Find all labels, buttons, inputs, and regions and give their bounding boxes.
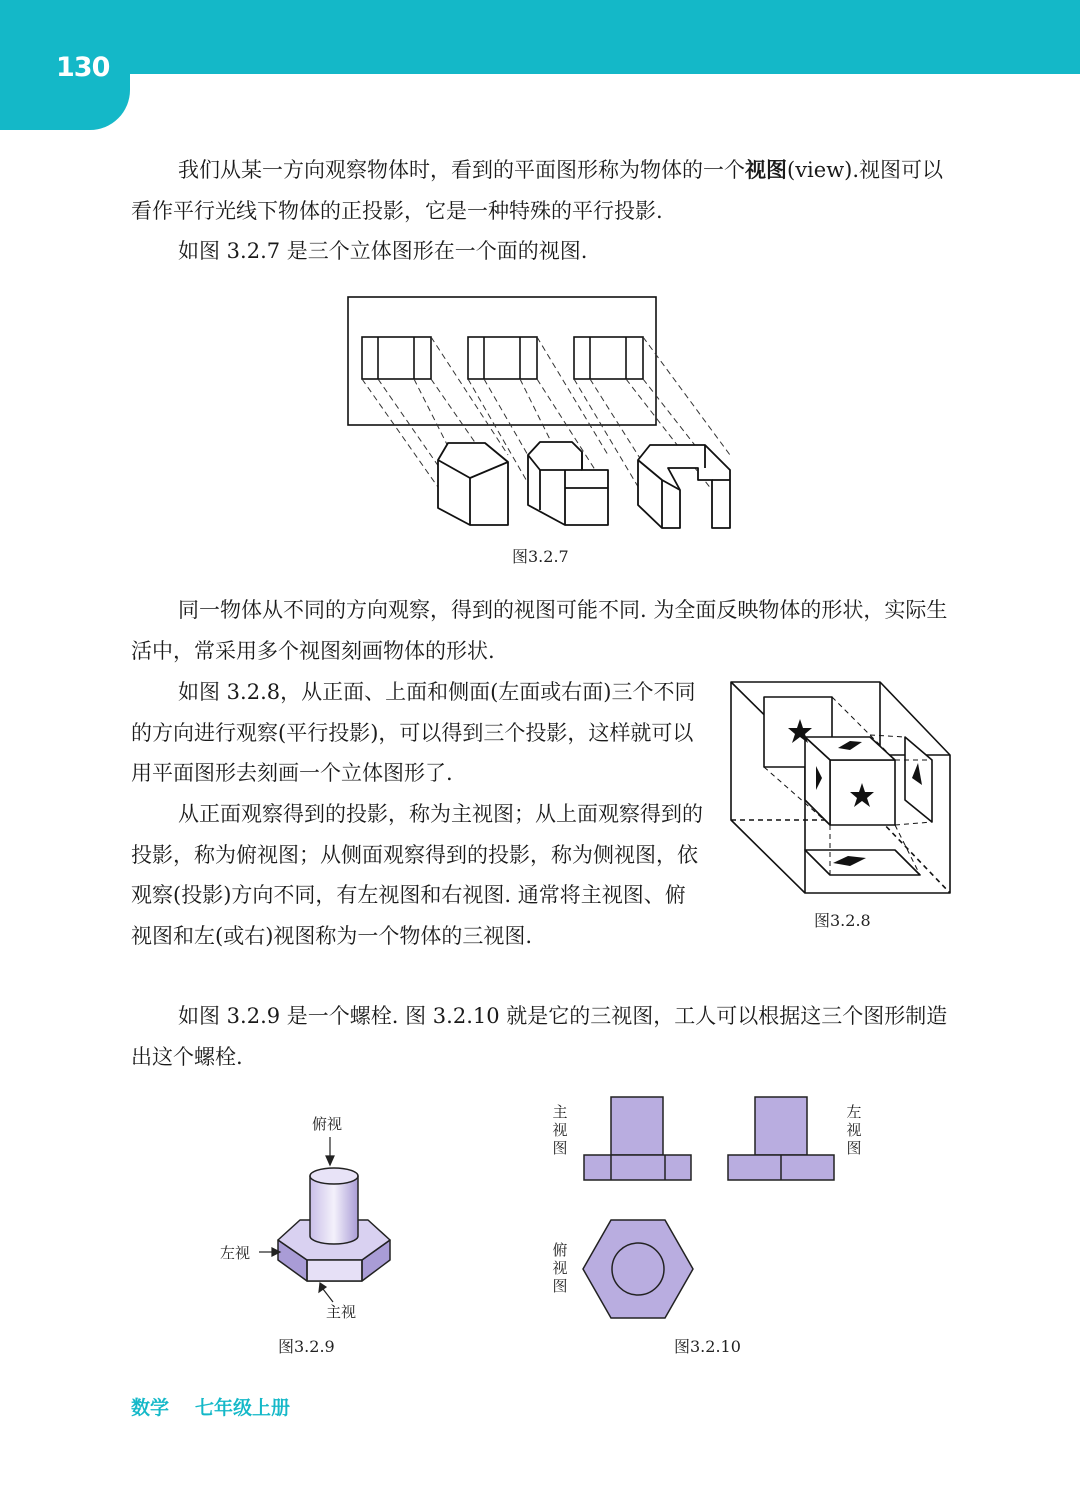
footer-subject: 数学	[131, 1397, 170, 1419]
paragraph-three-views-definition: 从正面观察得到的投影，称为主视图；从上面观察得到的投影，称为俯视图；从侧面观察得到的投影，称为侧视图，依观察(投影)方向不同，有左视图和右视图. 通常将主视图、俯视图和左(或右)视图称为一个物体的三视图.	[131, 802, 703, 948]
caption-figure-3-2-9: 图3.2.9	[278, 1337, 335, 1356]
page-number: 130	[56, 52, 110, 83]
label-front-view-vertical: 主视图	[552, 1103, 568, 1157]
bolt-hex-front	[307, 1260, 362, 1281]
paragraph-text: 我们从某一方向观察物体时，看到的平面图形称为物体的一个	[178, 158, 745, 182]
header-band	[0, 0, 1080, 74]
projection-plane	[348, 297, 656, 425]
bolt-cylinder-top	[310, 1168, 358, 1184]
label-top-view-vertical: 俯视图	[552, 1241, 568, 1295]
paragraph-text: (view).视图可以看作平行光线下物体的正投影，它是一种特殊的平行投影.	[131, 158, 944, 223]
paragraph-fig327-intro: 如图 3.2.7 是三个立体图形在一个面的视图.	[178, 239, 588, 263]
paragraph-bolt: 如图 3.2.9 是一个螺栓. 图 3.2.10 就是它的三视图，工人可以根据这三个图形制造出这个螺栓.	[131, 1004, 948, 1069]
term-view: 视图	[745, 157, 787, 182]
figure-3-2-8	[725, 675, 960, 900]
left-view-drawing	[728, 1097, 834, 1180]
label-left-view: 左视	[220, 1244, 251, 1262]
label-front-view: 主视	[326, 1303, 357, 1321]
caption-figure-3-2-7: 图3.2.7	[512, 547, 569, 566]
footer	[131, 1393, 316, 1420]
figure-3-2-9	[210, 1105, 410, 1325]
label-left-view-vertical: 左视图	[846, 1103, 862, 1157]
solid-prism	[438, 443, 508, 525]
figure-3-2-7	[340, 290, 740, 540]
solid-u-block	[638, 445, 730, 528]
caption-figure-3-2-10: 图3.2.10	[674, 1337, 741, 1356]
paragraph-multiple-views: 同一物体从不同的方向观察，得到的视图可能不同. 为全面反映物体的形状，实际生活中，常采用多个视图刻画物体的形状.	[131, 598, 948, 663]
top-view-drawing	[583, 1220, 693, 1318]
paragraph-fig328-intro: 如图 3.2.8，从正面、上面和侧面(左面或右面)三个不同的方向进行观察(平行投影)，可以得到三个投影，这样就可以用平面图形去刻画一个立体图形了.	[131, 680, 696, 785]
paragraph-view-definition	[131, 150, 951, 231]
footer-grade: 七年级上册	[195, 1397, 291, 1419]
solid-l-block	[528, 442, 608, 525]
front-view-drawing	[584, 1097, 691, 1180]
bolt-cylinder	[310, 1176, 358, 1244]
figure-3-2-10	[570, 1090, 860, 1330]
caption-figure-3-2-8: 图3.2.8	[814, 911, 871, 930]
label-top-view: 俯视	[312, 1115, 343, 1133]
